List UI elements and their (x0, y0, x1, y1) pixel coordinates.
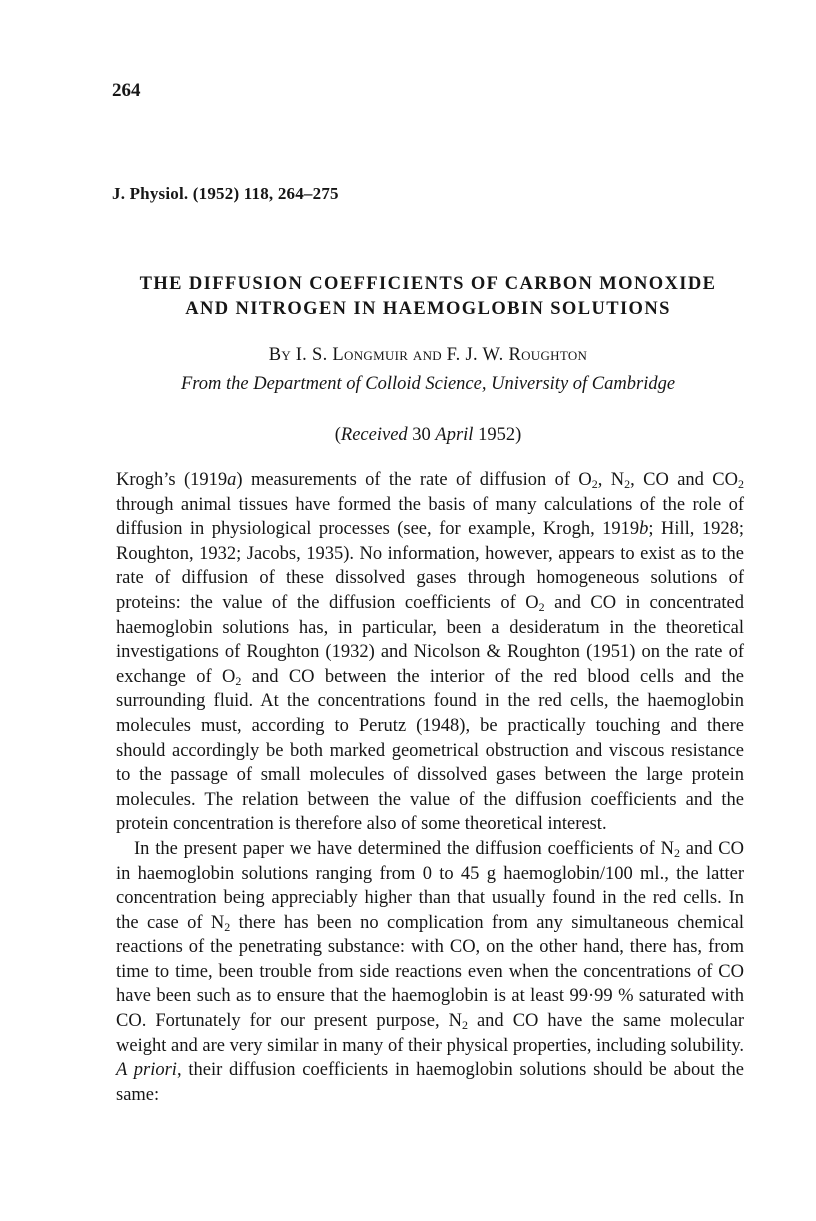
by-label: By (268, 345, 292, 365)
text-span: ; Hill, 1928; Roughton, 1932; Jacobs, 1935). No information, however, appears to exist as to the rate of diffusion of these dissolved gases through homogeneous solutions of proteins: the value of the diffusion coefficients of O (116, 519, 745, 613)
text-span: through animal tissues have formed the basis of many calculations of the role of diffusion in physiological processes (see, for example, Krogh, 1919 (116, 494, 744, 540)
subscript: 2 (224, 919, 231, 934)
text-span: and CO have the same molecular weight and are very similar in many of their physical properties, including solubility. (116, 1011, 744, 1056)
text-span: Krogh’s (1919 (116, 470, 228, 490)
subscript: 2 (737, 477, 744, 491)
text-span: ) measurements of the rate of diffusion of O (236, 470, 592, 490)
author-1: I. S. Longmuir (295, 345, 409, 365)
paragraph-2 (116, 837, 744, 1108)
title-line-1: THE DIFFUSION COEFFICIENTS OF CARBON MONOXIDE (139, 274, 717, 294)
received-month: April (435, 425, 474, 445)
text-span: b (639, 519, 649, 540)
text-span: and CO between the interior of the red blood cells and the surrounding fluid. At the concentrations found in the red cells, the haemoglobin molecules must, according to Perutz (1948), be practically touching and there should accordingly be both marked geometrical obstruction and viscous resistance to the passage of small molecules of dissolved gases between the large protein molecules. The relation between the value of the diffusion coefficients and the protein concentration is therefore also of some theoretical interest. (116, 666, 744, 835)
received-date: (Received 30 April 1952) (334, 425, 522, 445)
title-line-2: AND NITROGEN IN HAEMOGLOBIN SOLUTIONS (185, 299, 671, 319)
paragraph-1 (116, 468, 744, 837)
author-byline (108, 343, 748, 367)
subscript: 2 (538, 599, 545, 614)
text-span: , N (597, 470, 625, 490)
subscript: 2 (673, 845, 680, 860)
article-title (108, 272, 748, 322)
text-span: , CO and CO (630, 470, 738, 490)
received-year: 1952 (478, 425, 516, 445)
text-span: a (227, 470, 237, 490)
text-span: , their diffusion coefficients in haemoglobin solutions should be about the same: (116, 1060, 744, 1105)
author-2: F. J. W. Roughton (446, 345, 588, 365)
subscript: 2 (235, 673, 242, 688)
page-number: 264 (112, 80, 141, 101)
affiliation: From the Department of Colloid Science, University of Cambridge (180, 374, 676, 394)
body-text (116, 468, 744, 1107)
text-span: In the present paper we have determined the diffusion coefficients of N (134, 838, 674, 859)
subscript: 2 (624, 477, 631, 491)
subscript: 2 (461, 1018, 468, 1033)
journal-citation: J. Physiol. (1952) 118, 264–275 (112, 184, 339, 203)
received-day: 30 (412, 425, 431, 445)
text-span: A priori (116, 1060, 177, 1081)
received-label: Received (340, 425, 408, 445)
text-span: and CO in haemoglobin solutions ranging from 0 to 45 g haemoglobin/100 ml., the latter concentration being appreciably higher than that usually found in the red cells. In the case of N (116, 838, 744, 933)
subscript: 2 (591, 477, 598, 491)
text-span: and CO in concentrated haemoglobin solutions has, in particular, been a desideratum in the theoretical investigations of Roughton (1932) and Nicolson & Roughton (1951) on the rate of exchange of O (116, 592, 744, 687)
text-span: there has been no complication from any simultaneous chemical reactions of the penetrating substance: with CO, on the other hand, there has, from time to time, been trouble from side reactions even when the concentrations of CO have been such as to ensure that the haemoglobin is at least 99·99 % saturated with CO. Fortunately for our present purpose, N (116, 912, 744, 1032)
and-label: and (412, 345, 442, 365)
